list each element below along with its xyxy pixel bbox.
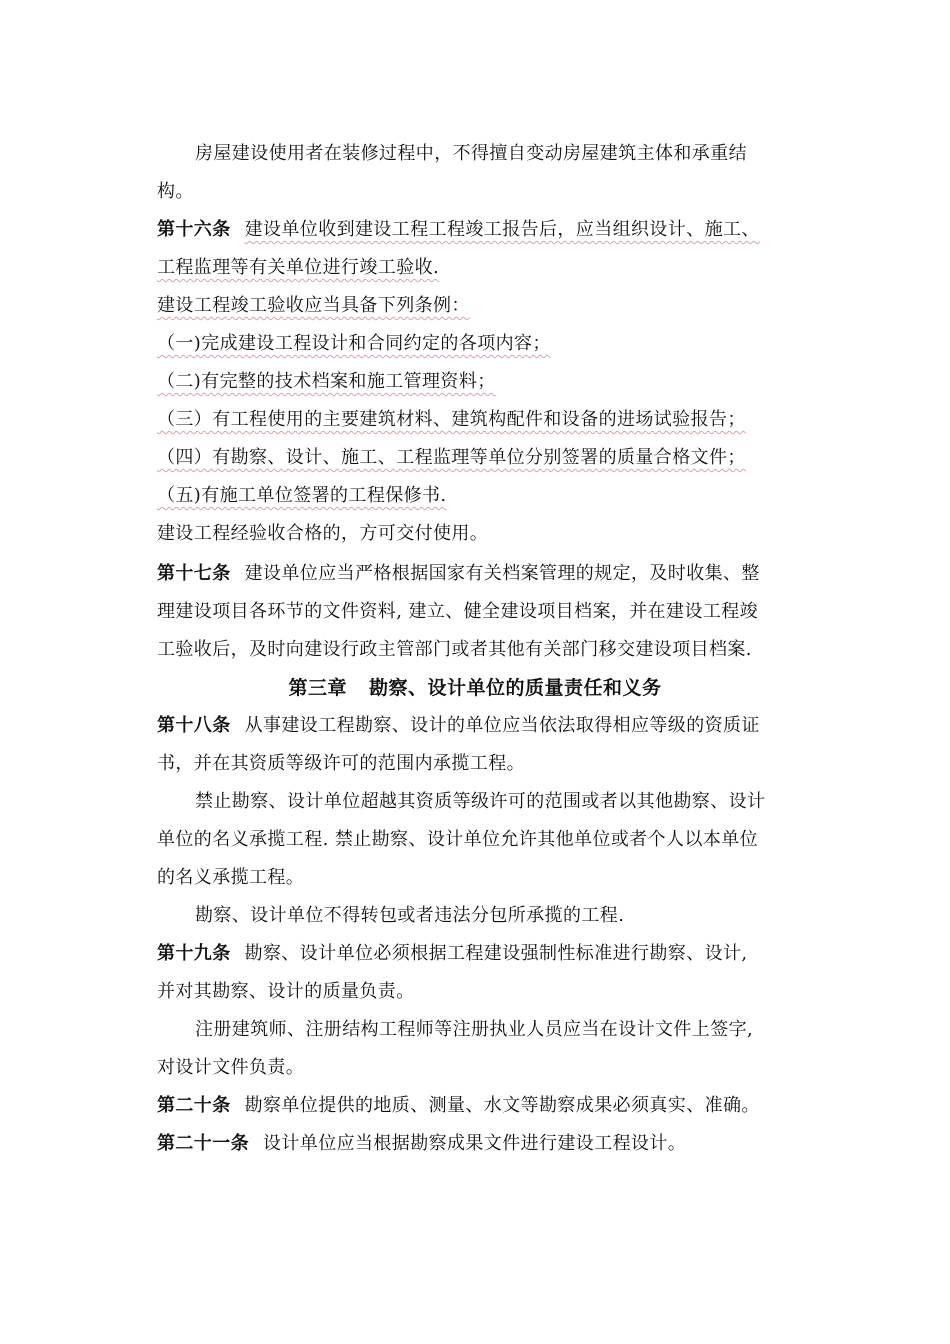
article-16	[157, 218, 760, 242]
article-21	[157, 1132, 686, 1156]
text: 对设计文件负责。	[157, 1057, 305, 1078]
article-label: 第十六条	[157, 219, 231, 240]
paragraph-line	[195, 1018, 753, 1042]
text: 房屋建设使用者在装修过程中，不得擅自变动房屋建筑主体和承重结	[195, 143, 747, 164]
paragraph-line	[157, 828, 758, 852]
text: 建设单位应当严格根据国家有关档案管理的规定，及时收集、整	[244, 563, 760, 584]
article-18	[157, 714, 760, 738]
condition-item	[157, 370, 496, 394]
chapter-title: 勘察、设计单位的质量责任和义务	[369, 677, 662, 699]
article-label: 第二十一条	[157, 1133, 249, 1154]
paragraph-line	[195, 142, 747, 166]
chapter-heading	[0, 676, 950, 700]
paragraph-line	[157, 1056, 304, 1080]
condition-item	[157, 446, 746, 470]
article-label: 第二十条	[157, 1095, 231, 1116]
text: （四）有勘察、设计、施工、工程监理等单位分别签署的质量合格文件；	[157, 447, 746, 468]
text: 的名义承揽工程。	[157, 867, 305, 888]
text: （二)有完整的技术档案和施工管理资料；	[157, 371, 496, 392]
text: 建设工程竣工验收应当具备下列条例：	[157, 295, 470, 316]
text: 从事建设工程勘察、设计的单位应当依法取得相应等级的资质证	[244, 715, 760, 736]
paragraph-line	[195, 904, 624, 928]
paragraph-line	[157, 522, 488, 546]
paragraph-line	[157, 980, 415, 1004]
text: 建设工程经验收合格的，方可交付使用。	[157, 523, 489, 544]
text: 书，并在其资质等级许可的范围内承揽工程。	[157, 753, 525, 774]
text: （五)有施工单位签署的工程保修书.	[157, 485, 447, 506]
article-20	[157, 1094, 760, 1118]
text: 建设单位收到建设工程工程竣工报告后，应当组织设计、施工、	[244, 219, 760, 240]
text: 注册建筑师、注册结构工程师等注册执业人员应当在设计文件上签字,	[195, 1019, 754, 1040]
condition-item	[157, 484, 447, 508]
condition-item	[157, 408, 746, 432]
text: 工程监理等有关单位进行竣工验收.	[157, 257, 440, 278]
text: 勘察、设计单位不得转包或者违法分包所承揽的工程.	[195, 905, 625, 926]
text: （三）有工程使用的主要建筑材料、建筑构配件和设备的进场试验报告；	[157, 409, 746, 430]
paragraph-line	[157, 866, 304, 890]
paragraph-line	[157, 752, 525, 776]
text: 禁止勘察、设计单位超越其资质等级许可的范围或者以其他勘察、设计	[195, 791, 766, 812]
text: 设计单位应当根据勘察成果文件进行建设工程设计。	[263, 1133, 687, 1154]
article-label: 第十九条	[157, 943, 231, 964]
article-label: 第十七条	[157, 563, 231, 584]
text: 勘察单位提供的地质、测量、水文等勘察成果必须真实、准确。	[244, 1095, 760, 1116]
article-label: 第十八条	[157, 715, 231, 736]
text: 构。	[157, 181, 194, 202]
paragraph-line	[195, 790, 765, 814]
paragraph-line	[157, 600, 758, 624]
paragraph-line	[157, 180, 194, 204]
paragraph-line	[157, 294, 470, 318]
article-17	[157, 562, 760, 586]
chapter-number: 第三章	[288, 677, 347, 699]
paragraph-line	[157, 638, 752, 662]
paragraph-line	[157, 256, 439, 280]
text: （一)完成建设工程设计和合同约定的各项内容；	[157, 333, 551, 354]
article-19	[157, 942, 748, 966]
text: 理建设项目各环节的文件资料, 建立、健全建设项目档案，并在建设工程竣	[157, 601, 759, 622]
text: 工验收后，及时向建设行政主管部门或者其他有关部门移交建设项目档案.	[157, 639, 752, 660]
text: 勘察、设计单位必须根据工程建设强制性标准进行勘察、设计,	[244, 943, 748, 964]
condition-item	[157, 332, 551, 356]
text: 单位的名义承揽工程. 禁止勘察、设计单位允许其他单位或者个人以本单位	[157, 829, 759, 850]
text: 并对其勘察、设计的质量负责。	[157, 981, 415, 1002]
